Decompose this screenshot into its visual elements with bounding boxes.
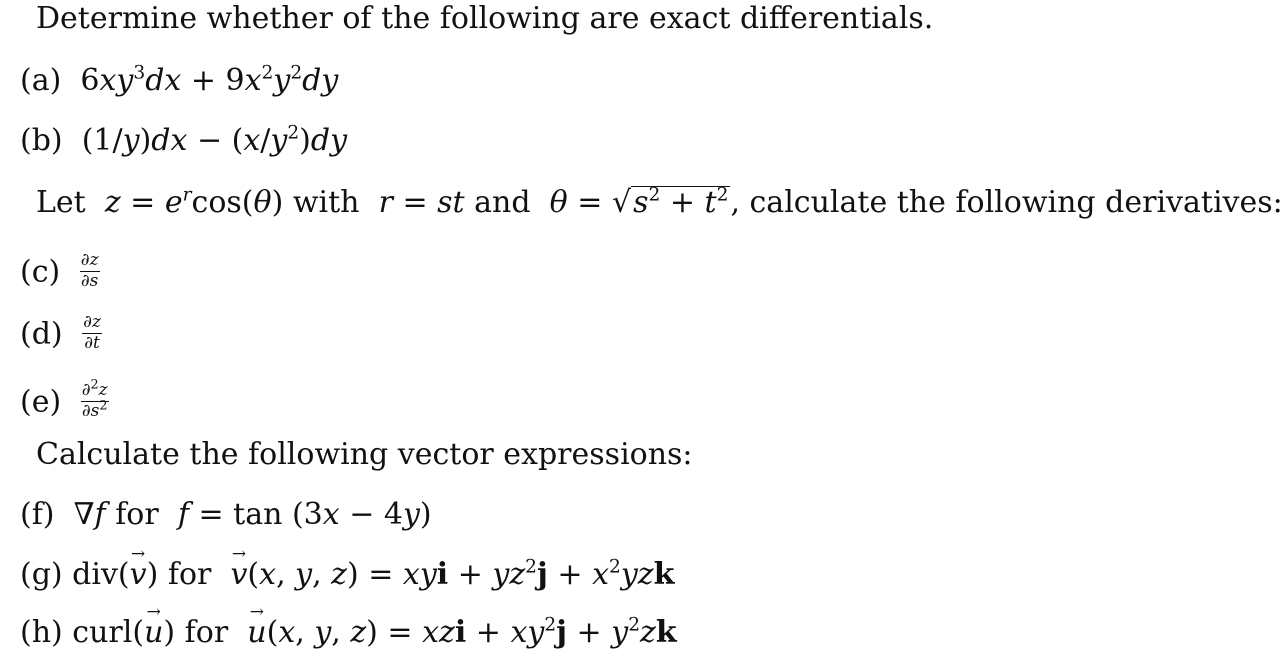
theta-definition: $\theta = √s^2 + t^2$ [549,184,729,220]
item-g [20,556,675,592]
item-c [20,250,100,293]
item-b-label: (b) [20,123,63,158]
item-h [20,614,677,650]
vector-heading: Calculate the following vector expressions: [36,437,693,472]
div-argument: (v →) [118,557,158,592]
let-expression: $z = e^r\cos(\theta)$ [104,184,284,220]
item-g-expression: v →(x, y, z) = xyi + $yz^2j + x^2yzk$ [221,557,675,592]
let-tail: , calculate the following derivatives: [730,185,1283,220]
with-word: with [292,185,360,220]
dz-dt-fraction: $\frac{\partial z}{\partial t}$ [83,312,101,353]
let-line [36,186,1283,219]
for-word-h: for [184,615,229,650]
for-word-g: for [167,557,212,592]
item-c-label: (c) [20,254,61,290]
item-f [20,497,432,532]
cos-word: cos [191,185,242,220]
item-e [20,377,109,423]
item-a-label: (a) [20,63,62,98]
item-e-label: (e) [20,384,62,420]
for-word-f: for [115,497,159,532]
dz-ds-fraction: $\frac{\partial z}{\partial s}$ [80,250,99,291]
item-h-label: (h) [20,615,63,650]
div-word: div [72,557,118,592]
and-word: and [474,185,531,220]
item-d [20,312,102,355]
item-a-expression: $6xy^3dx + 9x^2y^2dy$ [70,62,339,98]
heading-exact-differentials: Determine whether of the following are exact differentials. [36,1,934,36]
item-f-expression: f = tan (3x − 4y) [177,497,432,532]
item-b [20,122,348,158]
d2z-ds2-fraction: $\frac{\partial^2z}{\partial s^2}$ [81,377,108,421]
item-f-gradient: ∇f [64,497,106,532]
let-word: Let [36,185,86,220]
item-g-label: (g) [20,557,63,592]
tan-word: tan [233,497,283,532]
curl-argument: (u →) [132,615,175,650]
item-h-expression: u →(x, y, z) = xzi + $xy^2j + y^2zk$ [238,615,677,650]
item-f-label: (f) [20,497,55,532]
curl-word: curl [72,615,133,650]
item-a [20,62,339,98]
item-b-expression: $(1/y)dx - (x/y^2)dy$ [72,122,348,158]
item-d-label: (d) [20,316,63,352]
r-definition: r = st [378,185,465,220]
